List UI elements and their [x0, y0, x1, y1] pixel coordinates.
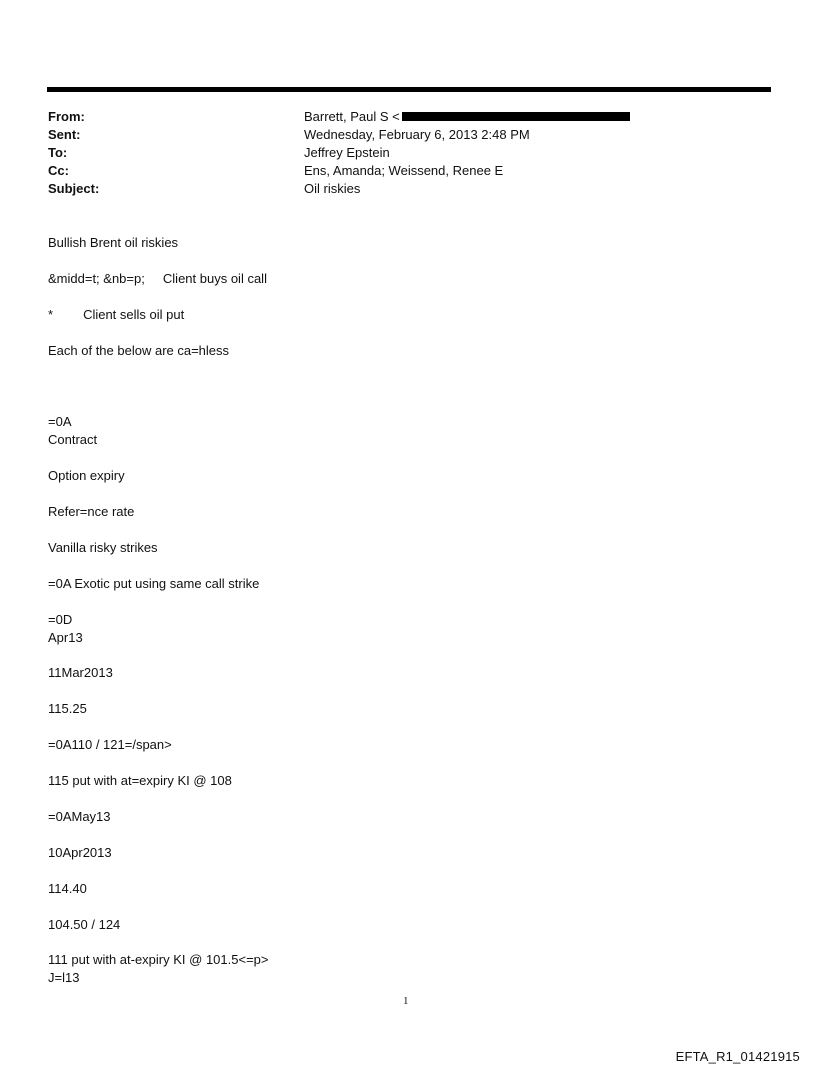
- redaction-bar: [402, 112, 630, 121]
- body-line: 115.25: [48, 701, 87, 716]
- sent-value: Wednesday, February 6, 2013 2:48 PM: [304, 127, 530, 142]
- body-line: Vanilla risky strikes: [48, 540, 158, 555]
- page-number: 1: [403, 995, 409, 1007]
- from-label: From:: [48, 109, 85, 124]
- cc-row: [48, 162, 504, 180]
- from-row: [48, 108, 400, 126]
- cc-value: Ens, Amanda; Weissend, Renee E: [304, 163, 504, 178]
- list-item-text: Client buys oil call: [162, 271, 267, 286]
- body-line: Contract: [48, 432, 98, 447]
- subject-row: [48, 180, 361, 198]
- subject-label: Subject:: [48, 181, 100, 196]
- body-line: =0AMay13: [48, 809, 111, 824]
- body-line: 111 put with at-expiry KI @ 101.5<=p>: [48, 952, 269, 967]
- list-item-prefix: *: [48, 307, 54, 322]
- body-line: Option expiry: [48, 468, 125, 483]
- body-line: 114.40: [48, 881, 87, 896]
- sent-label: Sent:: [48, 127, 81, 142]
- subject-value: Oil riskies: [304, 181, 361, 196]
- to-row: [48, 144, 390, 162]
- body-line: 10Apr2013: [48, 845, 112, 860]
- body-note: Each of the below are ca=hless: [48, 343, 230, 358]
- to-value: Jeffrey Epstein: [304, 145, 390, 160]
- from-value: [304, 108, 630, 126]
- header-divider: [47, 87, 771, 92]
- list-item: [48, 270, 267, 288]
- body-line: 115 put with at=expiry KI @ 108: [48, 773, 232, 788]
- body-line: 104.50 / 124: [48, 917, 121, 932]
- body-line: =0A Exotic put using same call strike: [48, 576, 260, 591]
- from-name: Barrett, Paul S <: [304, 109, 400, 124]
- list-item: [48, 306, 184, 324]
- cc-label: Cc:: [48, 163, 69, 178]
- sent-row: [48, 126, 530, 144]
- list-item-text: Client sells oil put: [83, 307, 185, 322]
- body-line: =0A: [48, 414, 72, 429]
- body-line: Apr13: [48, 630, 83, 645]
- body-intro: Bullish Brent oil riskies: [48, 235, 179, 250]
- body-line: 11Mar2013: [48, 665, 113, 680]
- body-line: J=l13: [48, 970, 80, 985]
- body-line: =0A110 / 121=/span>: [48, 737, 172, 752]
- body-line: =0D: [48, 612, 73, 627]
- body-line: Refer=nce rate: [48, 504, 135, 519]
- document-id: EFTA_R1_01421915: [675, 1049, 800, 1064]
- to-label: To:: [48, 145, 68, 160]
- list-item-prefix: &midd=t; &nb=p;: [48, 271, 145, 286]
